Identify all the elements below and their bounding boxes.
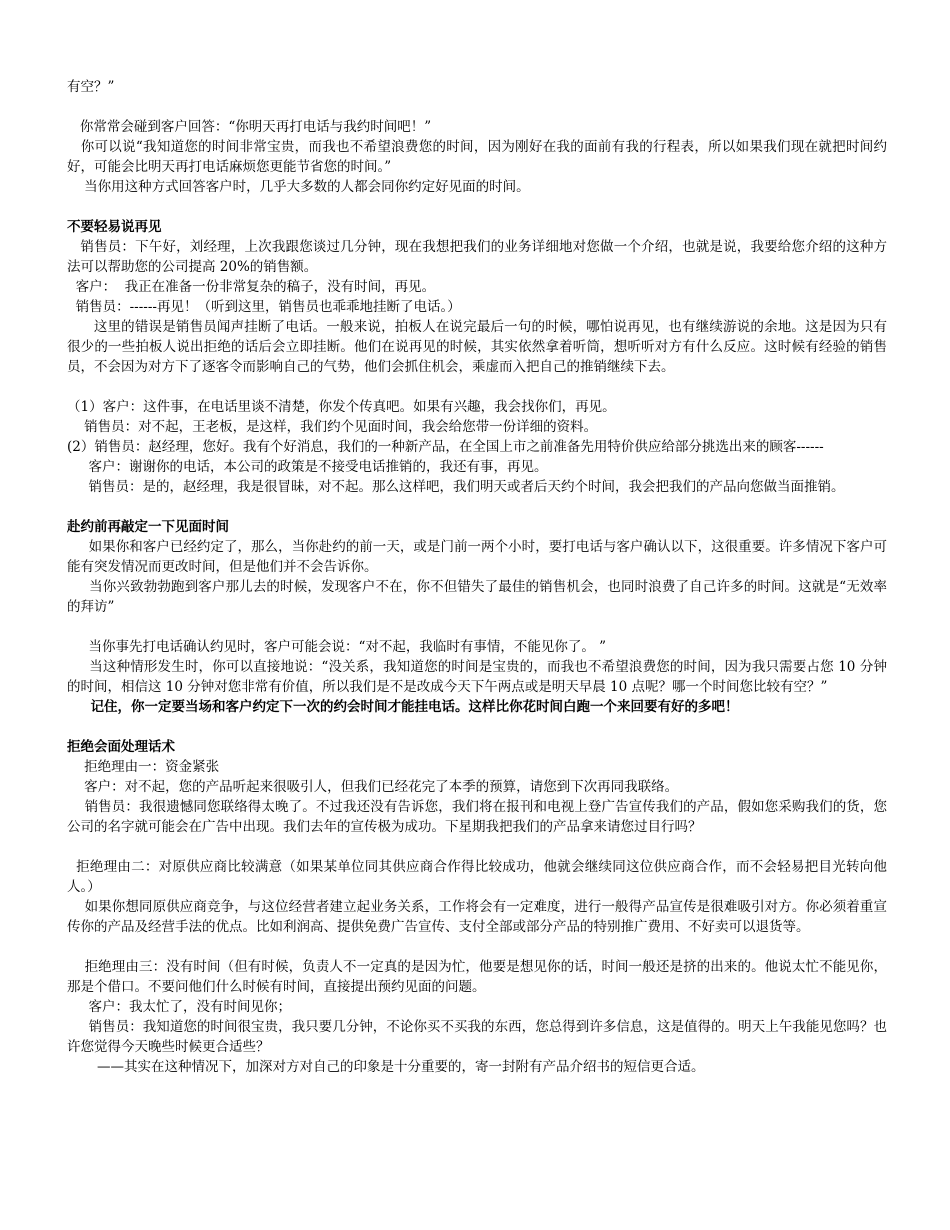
section-heading: 不要轻易说再见 — [67, 219, 162, 235]
paragraph: 销售员：------再见！（听到这里，销售员也乖乖地挂断了电话。） — [67, 299, 461, 315]
spacer — [67, 617, 887, 637]
paragraph: 当你用这种方式回答客户时，几乎大多数的人都会同你约定好见面的时间。 — [67, 179, 530, 195]
paragraph: 销售员：下午好，刘经理，上次我跟您谈过几分钟，现在我想把我们的业务详细地对您做一个介绍，也就是说，我要给您介绍的这种方法可以帮助您的公司提高 20%的销售额。 — [67, 239, 888, 275]
spacer — [67, 837, 887, 857]
section-heading: 赴约前再敲定一下见面时间 — [67, 519, 229, 535]
paragraph: 你常常会碰到客户回答：“你明天再打电话与我约时间吧！” — [67, 119, 432, 135]
paragraph: 如果你想同原供应商竞争，与这位经营者建立起业务关系，工作将会有一定难度，进行一般得产品宣传是很难吸引对方。你必须着重宣传你的产品及经营手法的优点。比如利润高、提供免费广告宣传、支付全部或部分产品的特别推广费用、不好卖可以退货等。 — [67, 899, 887, 935]
paragraph: 这里的错误是销售员闻声挂断了电话。一般来说，拍板人在说完最后一句的时候，哪怕说再见，也有继续游说的余地。这是因为只有很少的一些拍板人说出拒绝的话后会立即挂断。他们在说再见的时候，其实依然拿着听筒，想听听对方有什么反应。这时候有经验的销售员，不会因为对方下了逐客令而影响自己的气势，他们会抓住机会，乘虚而入把自己的推销继续下去。 — [67, 319, 888, 375]
document-page — [67, 77, 887, 1077]
paragraph: 销售员：我很遗憾同您联络得太晚了。不过我还没有告诉您，我们将在报刊和电视上登广告宣传我们的产品，假如您采购我们的货，您公司的名字就可能会在广告中出现。我们去年的宣传极为成功。下星期我把我们的产品拿来请您过目行吗？ — [67, 799, 887, 835]
paragraph: 当你事先打电话确认约见时，客户可能会说：“对不起，我临时有事情，不能见你了。 ” — [67, 639, 607, 655]
paragraph: 当这种情形发生时，你可以直接地说：“没关系，我知道您的时间是宝贵的，而我也不希望浪费您的时间，因为我只需要占您 10 分钟的时间，相信这 10 分钟对您非常有价值，所以我们是不是改成今天下午两点或是明天早晨 10 点呢？哪一个时间您比较有空？” — [67, 659, 887, 695]
paragraph: 拒绝理由二：对原供应商比较满意（如果某单位同其供应商合作得比较成功，他就会继续同这位供应商合作，而不会轻易把目光转向他人。） — [67, 859, 888, 895]
paragraph: 销售员：是的，赵经理，我是很冒昧，对不起。那么这样吧，我们明天或者后天约个时间，我会把我们的产品向您做当面推销。 — [67, 479, 845, 495]
spacer — [67, 497, 887, 517]
paragraph: 当你兴致勃勃跑到客户那儿去的时候，发现客户不在，你不但错失了最佳的销售机会，也同时浪费了自己许多的时间。这就是“无效率的拜访” — [67, 579, 887, 615]
spacer — [67, 717, 887, 737]
paragraph: 有空？” — [67, 79, 115, 95]
paragraph: 客户：我太忙了，没有时间见你； — [67, 999, 291, 1015]
paragraph: 销售员：我知道您的时间很宝贵，我只要几分钟，不论你买不买我的东西，您总得到许多信息，这是值得的。明天上午我能见您吗？也许您觉得今天晚些时候更合适些？ — [67, 1019, 887, 1055]
spacer — [67, 197, 887, 217]
spacer — [67, 377, 887, 397]
spacer — [67, 97, 887, 117]
spacer — [67, 937, 887, 957]
paragraph: 客户： 我正在准备一份非常复杂的稿子，没有时间，再见。 — [67, 279, 436, 295]
bold-paragraph: 记住，你一定要当场和客户约定下一次的约会时间才能挂电话。这样比你花时间白跑一个来回要有好的多吧！ — [67, 699, 739, 715]
paragraph: （1）客户：这件事，在电话里谈不清楚，你发个传真吧。如果有兴趣，我会找你们，再见。 — [67, 399, 616, 415]
paragraph: 拒绝理由一：资金紧张 — [67, 759, 220, 775]
paragraph: 客户：谢谢你的电话，本公司的政策是不接受电话推销的，我还有事，再见。 — [67, 459, 548, 475]
paragraph: 你可以说“我知道您的时间非常宝贵，而我也不希望浪费您的时间，因为刚好在我的面前有我的行程表，所以如果我们现在就把时间约好，可能会比明天再打电话麻烦您更能节省您的时间。” — [67, 139, 888, 175]
paragraph: ——其实在这种情况下，加深对方对自己的印象是十分重要的，寄一封附有产品介绍书的短信更合适。 — [67, 1059, 705, 1075]
paragraph: 客户：对不起，您的产品听起来很吸引人，但我们已经花完了本季的预算，请您到下次再同我联络。 — [67, 779, 679, 795]
paragraph: 如果你和客户已经约定了，那么，当你赴约的前一天，或是门前一两个小时，要打电话与客户确认以下，这很重要。许多情况下客户可能有突发情况而更改时间，但是他们并不会告诉你。 — [67, 539, 887, 575]
paragraph: 拒绝理由三：没有时间（但有时候，负责人不一定真的是因为忙，他要是想见你的话，时间一般还是挤的出来的。他说太忙不能见你，那是个借口。不要问他们什么时候有时间，直接提出预约见面的问题。 — [67, 959, 887, 995]
paragraph: 销售员：对不起，王老板，是这样，我们约个见面时间，我会给您带一份详细的资料。 — [67, 419, 598, 435]
section-heading: 拒绝会面处理话术 — [67, 739, 175, 755]
paragraph: (2）销售员：赵经理，您好。我有个好消息，我们的一种新产品，在全国上市之前准备先用特价供应给部分挑选出来的顾客------ — [67, 439, 824, 455]
